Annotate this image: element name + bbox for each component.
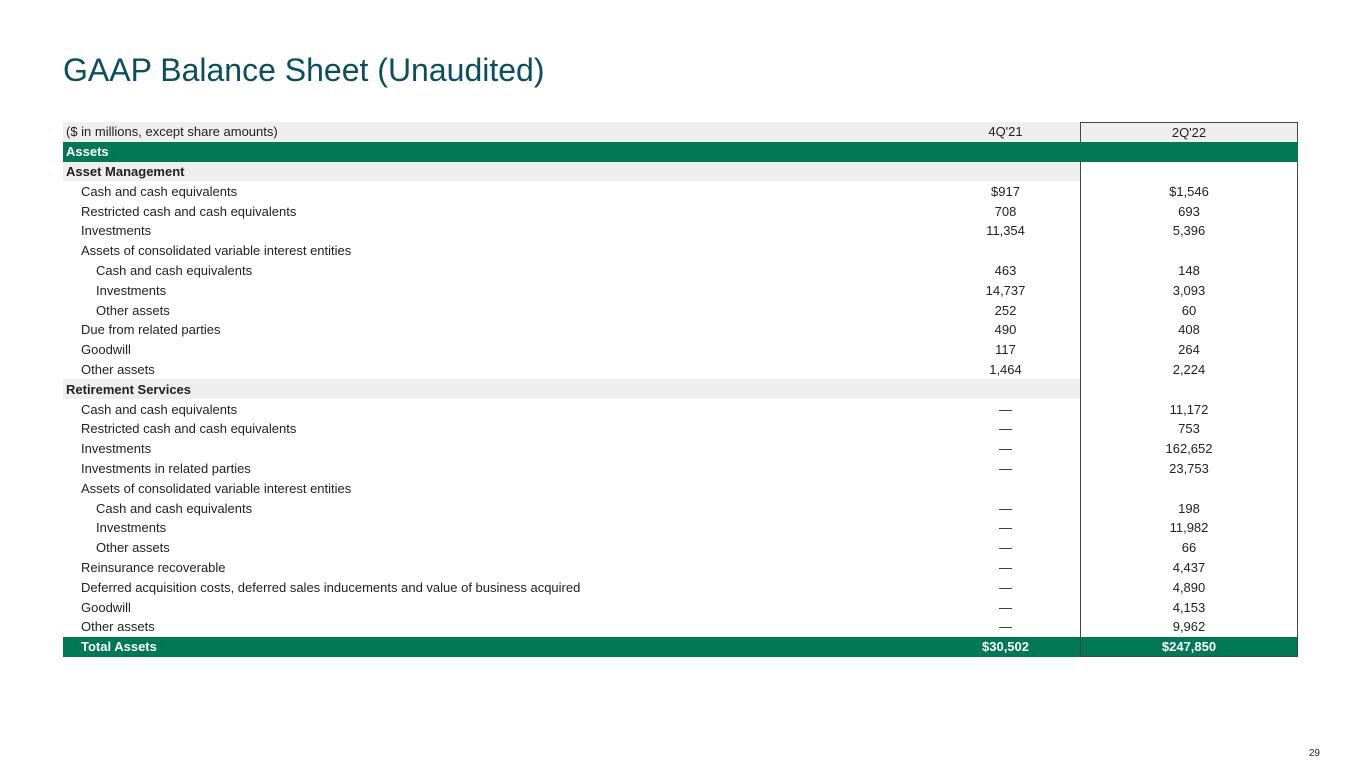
cell-2q22: 148 <box>1080 261 1298 281</box>
cell-4q21: 490 <box>994 322 1017 338</box>
section-header-row <box>63 142 1298 162</box>
table-row <box>63 320 1298 340</box>
table-row <box>63 538 1298 558</box>
row-label: Deferred acquisition costs, deferred sales inducements and value of business acquired <box>81 579 581 595</box>
cell-4q21: — <box>999 599 1012 615</box>
cell-4q21: 708 <box>994 203 1017 219</box>
table-row <box>63 459 1298 479</box>
cell-2q22: 4,153 <box>1080 597 1298 617</box>
cell-4q21: — <box>999 579 1012 595</box>
row-label: Investments <box>96 520 167 536</box>
cell-2q22 <box>1080 142 1298 162</box>
cell-2q22: 4,890 <box>1080 577 1298 597</box>
cell-4q21: — <box>999 540 1012 556</box>
row-label: Investments <box>96 282 167 298</box>
table-row <box>63 181 1298 201</box>
cell-2q22: 2,224 <box>1080 360 1298 380</box>
cell-2q22 <box>1080 162 1298 182</box>
row-label: Retirement Services <box>66 381 192 397</box>
row-label: Cash and cash equivalents <box>81 401 238 417</box>
table-row <box>63 518 1298 538</box>
cell-2q22: 11,172 <box>1080 399 1298 419</box>
table-row <box>63 558 1298 578</box>
table-row <box>63 478 1298 498</box>
cell-2q22: 5,396 <box>1080 221 1298 241</box>
cell-4q21: — <box>999 619 1012 635</box>
table-row <box>63 399 1298 419</box>
page-number: 29 <box>1308 748 1320 759</box>
table-row <box>63 221 1298 241</box>
row-label: Investments <box>81 223 152 239</box>
cell-2q22: 753 <box>1080 419 1298 439</box>
table-row <box>63 439 1298 459</box>
row-label: Cash and cash equivalents <box>96 262 253 278</box>
cell-2q22: 23,753 <box>1080 459 1298 479</box>
cell-2q22: 408 <box>1080 320 1298 340</box>
table-row <box>63 577 1298 597</box>
cell-4q21: — <box>999 401 1012 417</box>
row-label: Other assets <box>96 302 170 318</box>
cell-2q22: 693 <box>1080 201 1298 221</box>
table-row <box>63 300 1298 320</box>
cell-4q21: — <box>999 421 1012 437</box>
cell-4q21: — <box>999 441 1012 457</box>
cell-2q22: 198 <box>1080 498 1298 518</box>
cell-2q22 <box>1080 241 1298 261</box>
cell-4q21: — <box>999 500 1012 516</box>
cell-2q22 <box>1080 379 1298 399</box>
cell-2q22: $1,546 <box>1080 181 1298 201</box>
table-row <box>63 597 1298 617</box>
header-col-2q22: 2Q'22 <box>1080 122 1298 142</box>
row-label: Cash and cash equivalents <box>81 183 238 199</box>
table-body <box>63 142 1298 657</box>
row-label: Goodwill <box>81 342 131 358</box>
cell-2q22: 11,982 <box>1080 518 1298 538</box>
row-label: Asset Management <box>66 163 185 179</box>
table-row <box>63 498 1298 518</box>
cell-4q21: — <box>999 559 1012 575</box>
row-label: Assets of consolidated variable interest entities <box>81 480 352 496</box>
cell-2q22: 60 <box>1080 300 1298 320</box>
row-label: Assets <box>66 144 109 160</box>
row-label: Assets of consolidated variable interest entities <box>81 243 352 259</box>
cell-4q21: 117 <box>995 342 1016 358</box>
row-label: Goodwill <box>81 599 131 615</box>
header-col-4q21: 4Q'21 <box>988 124 1023 140</box>
balance-sheet-table <box>63 122 1298 657</box>
cell-2q22: 3,093 <box>1080 280 1298 300</box>
cell-4q21: 1,464 <box>989 361 1022 377</box>
table-row <box>63 419 1298 439</box>
cell-4q21: $917 <box>991 183 1020 199</box>
table-row <box>63 241 1298 261</box>
cell-4q21: 252 <box>994 302 1017 318</box>
row-label: Reinsurance recoverable <box>81 559 226 575</box>
row-label: Restricted cash and cash equivalents <box>81 421 297 437</box>
section-header-row <box>63 162 1298 182</box>
table-row <box>63 617 1298 637</box>
header-units-label: ($ in millions, except share amounts) <box>66 124 278 140</box>
cell-4q21: 11,354 <box>986 223 1025 239</box>
row-label: Investments <box>81 441 152 457</box>
row-label: Other assets <box>96 540 170 556</box>
cell-4q21: — <box>999 520 1012 536</box>
table-row <box>63 280 1298 300</box>
cell-4q21: 14,737 <box>985 282 1026 298</box>
row-label: Total Assets <box>81 639 157 655</box>
row-label: Restricted cash and cash equivalents <box>81 203 297 219</box>
section-header-row <box>63 379 1298 399</box>
table-header-row <box>63 122 1298 142</box>
cell-2q22: $247,850 <box>1080 637 1298 657</box>
row-label: Other assets <box>81 361 155 377</box>
cell-4q21: — <box>999 460 1012 476</box>
row-label: Investments in related parties <box>81 460 251 476</box>
table-row <box>63 340 1298 360</box>
row-label: Other assets <box>81 619 155 635</box>
cell-4q21: $30,502 <box>982 639 1029 655</box>
table-row <box>63 360 1298 380</box>
cell-2q22: 162,652 <box>1080 439 1298 459</box>
page-title: GAAP Balance Sheet (Unaudited) <box>63 52 545 88</box>
cell-2q22: 264 <box>1080 340 1298 360</box>
total-row <box>63 637 1298 657</box>
cell-2q22 <box>1080 478 1298 498</box>
row-label: Due from related parties <box>81 322 221 338</box>
cell-2q22: 66 <box>1080 538 1298 558</box>
cell-4q21: 463 <box>994 262 1017 278</box>
table-row <box>63 261 1298 281</box>
cell-2q22: 4,437 <box>1080 558 1298 578</box>
cell-2q22: 9,962 <box>1080 617 1298 637</box>
table-row <box>63 201 1298 221</box>
row-label: Cash and cash equivalents <box>96 500 253 516</box>
